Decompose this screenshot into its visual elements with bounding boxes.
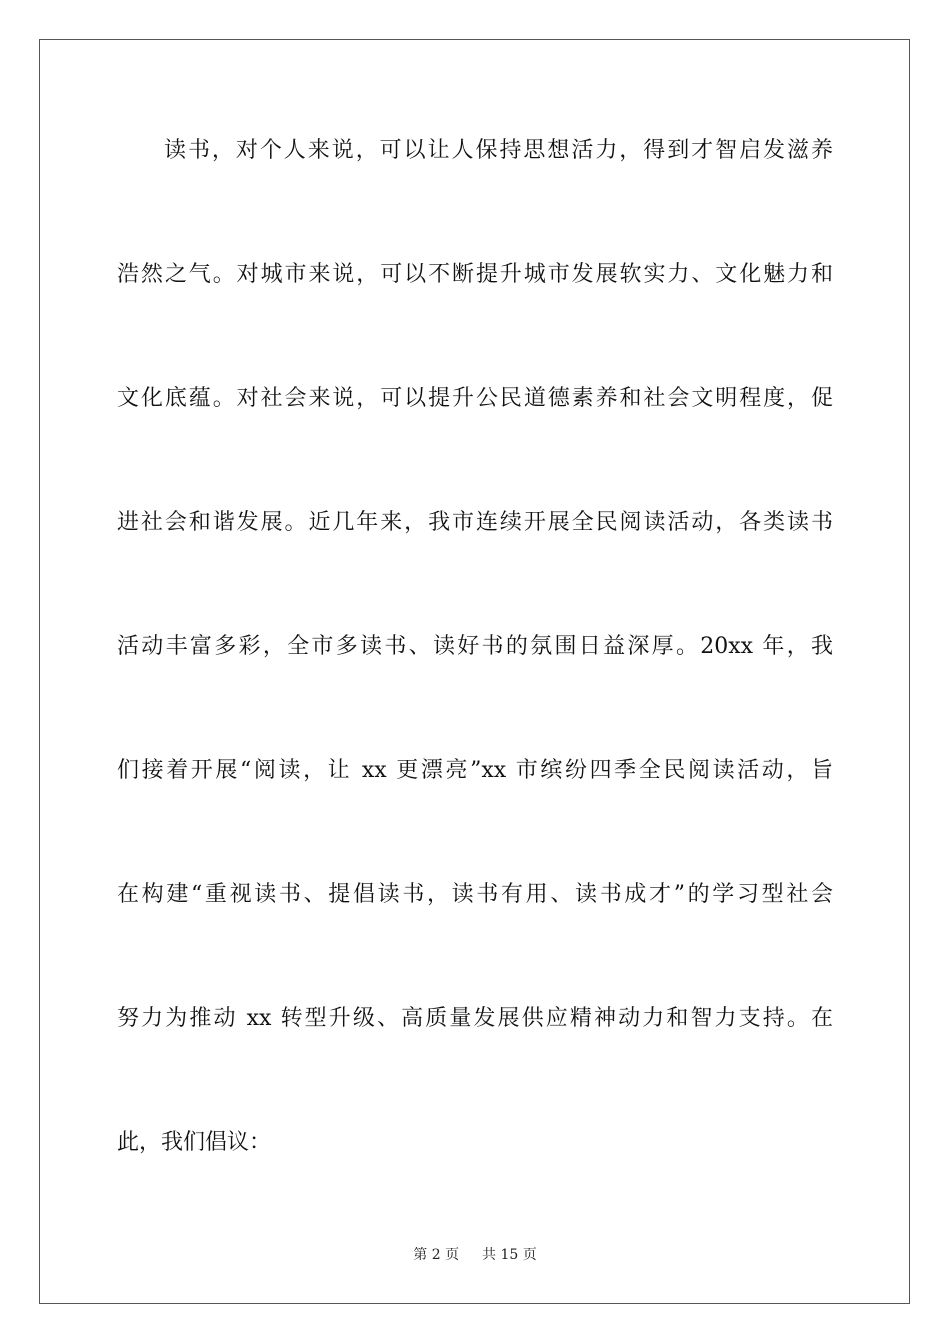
page-number-footer [0, 1246, 950, 1264]
paragraph-line-8: 努力为推动 xx 转型升级、高质量发展供应精神动力和智力支持。在 [117, 1006, 833, 1031]
current-page-label: 第 2 页 [413, 1247, 460, 1263]
paragraph-line-7: 在构建“重视读书、提倡读书，读书有用、读书成才”的学习型社会 [117, 882, 833, 907]
paragraph-line-1: 读书，对个人来说，可以让人保持思想活力，得到才智启发滋养 [164, 138, 833, 163]
paragraph-line-4: 进社会和谐发展。近几年来，我市连续开展全民阅读活动，各类读书 [117, 510, 833, 535]
page-border [39, 39, 910, 1304]
paragraph-line-3: 文化底蕴。对社会来说，可以提升公民道德素养和社会文明程度，促 [117, 386, 833, 411]
paragraph-line-9: 此，我们倡议： [117, 1130, 272, 1155]
paragraph-line-5: 活动丰富多彩，全市多读书、读好书的氛围日益深厚。20xx 年，我 [117, 634, 833, 659]
total-pages-label: 共 15 页 [482, 1247, 537, 1263]
paragraph-line-6: 们接着开展“阅读，让 xx 更漂亮”xx 市缤纷四季全民阅读活动，旨 [117, 758, 833, 783]
paragraph-line-2: 浩然之气。对城市来说，可以不断提升城市发展软实力、文化魅力和 [117, 262, 833, 287]
